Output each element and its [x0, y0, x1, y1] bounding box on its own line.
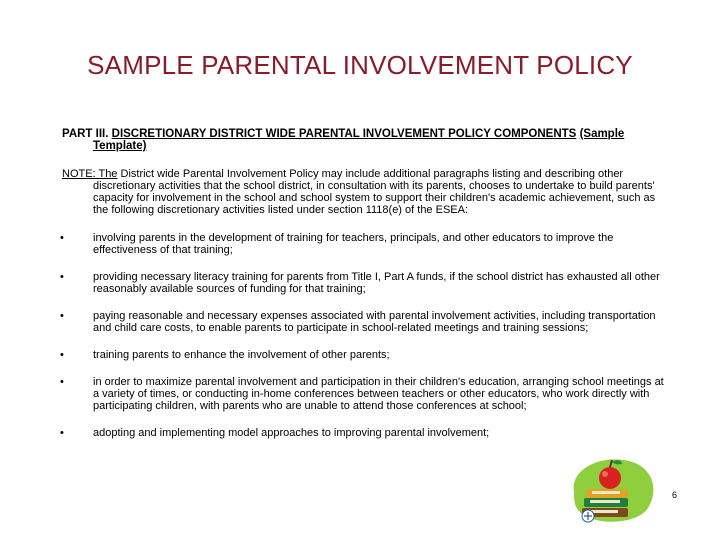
bullet-icon: • [60, 232, 64, 244]
note-rest: discretionary activities that the school district, in consultation with its parents, chooses to undertake to build parents' capacity for involvement in the school and school system to support their children's academic achievement, such as the following discretionary activities listed under section 1118(e) of the ESEA: [93, 180, 656, 216]
bullet-icon: • [60, 349, 64, 361]
bullet-icon: • [60, 427, 64, 439]
note-label: NOTE: The [62, 168, 118, 180]
part-title: DISCRETIONARY DISTRICT WIDE PARENTAL INVOLVEMENT POLICY COMPONENTS [111, 128, 577, 140]
part-suffix-1: (Sample [579, 128, 625, 140]
list-item: • involving parents in the development of training for teachers, principals, and other educators to improve the effectiveness of that training; [60, 232, 614, 256]
bullet-icon: • [60, 271, 64, 283]
list-item: • providing necessary literacy training for parents from Title I, Part A funds, if the school district has exhausted all other reasonably available sources of funding for that training; [60, 271, 660, 295]
note-first-line: District wide Parental Involvement Policy may include additional paragraphs listing and describing other [120, 168, 624, 180]
list-item: • training parents to enhance the involvement of other parents; [60, 349, 390, 361]
list-item: • paying reasonable and necessary expenses associated with parental involvement activities, including transportation and child care costs, to enable parents to participate in school-related meetings and training sessions; [60, 310, 656, 334]
note-paragraph [62, 168, 662, 216]
list-item: • in order to maximize parental involvement and participation in their children's education, arranging school meetings at a variety of times, or conducting in-home conferences between teachers or other educators, who work directly with participating children, with parents who are unable to attend those conferences at school; [60, 376, 664, 412]
part-suffix-2: Template) [93, 140, 147, 152]
bullet-icon: • [60, 376, 64, 388]
part-heading [62, 128, 672, 152]
bullet-icon: • [60, 310, 64, 322]
apple-books-icon [568, 452, 660, 526]
part-prefix: PART III. [62, 128, 109, 140]
slide-title: SAMPLE PARENTAL INVOLVEMENT POLICY [87, 50, 633, 80]
page-number: 6 [672, 490, 678, 500]
list-item: • adopting and implementing model approaches to improving parental involvement; [60, 427, 490, 439]
bullet-list [60, 232, 670, 454]
